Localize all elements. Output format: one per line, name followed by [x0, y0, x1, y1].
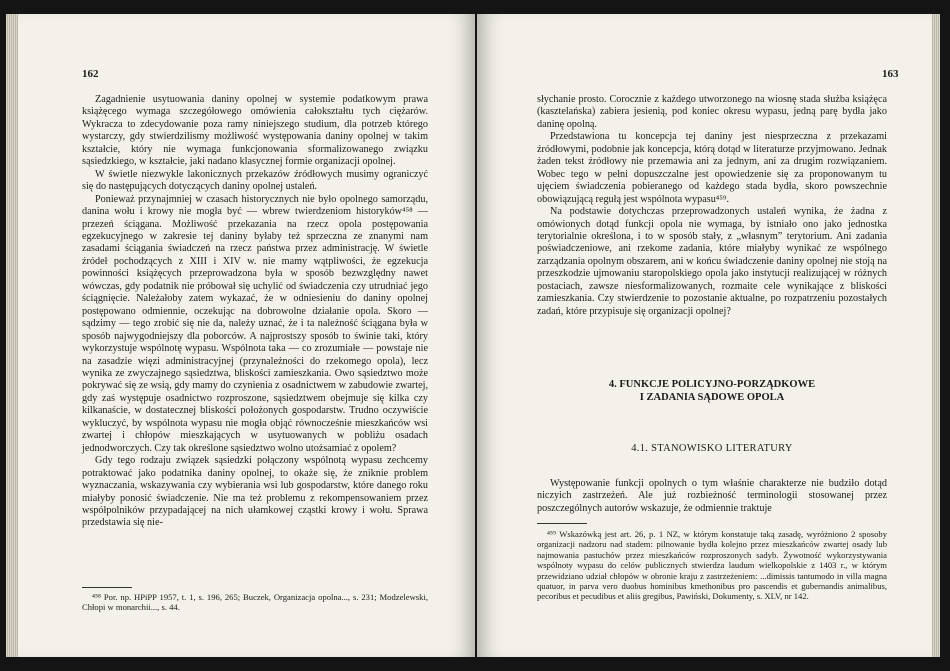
- page-number: 162: [82, 68, 99, 80]
- footnote-rule: [537, 523, 587, 524]
- footnote-text: ⁴⁵⁹ Wskazówką jest art. 26, p. 1 NZ, w którym konstatuje taką zasadę, wyróżniono 2 sposoby organizacji nadzoru nad stadem: pilnowanie bydła kolejno przez mieszkańców zwartej osady lub najmowania pastuchów przez mieszkańców rozproszonych sadyb. Żywotność wykorzystywania wspólnoty wypasu do celów publicznych stwierdza laudum wielkopolskie z 1403 r., w którym przewidziano udział chłopów w obronie kraju z zastrzeżeniem: ...dimissis tantumodo in villa magna quatuor, in parva vero duobus hominibus kmethonibus pro pascendis et gubernandis animalibus, pecoribus et pecudibus et aliis gregibus, Pawiński, Dokumenty, s. XLV, nr 142.: [537, 529, 887, 602]
- page-number: 163: [882, 68, 899, 80]
- chapter-heading-line: 4. FUNKCJE POLICYJNO-PORZĄDKOWE: [608, 379, 816, 390]
- chapter-heading: [537, 378, 887, 404]
- chapter-heading-line: I ZADANIA SĄDOWE OPOLA: [639, 392, 785, 403]
- paragraph: W świetle niezwykle lakonicznych przekazów źródłowych musimy ograniczyć się do następujących dotyczących daniny opolnej ustaleń.: [82, 168, 428, 193]
- paragraph: Przedstawiona tu koncepcja tej daniny jest niesprzeczna z przekazami źródłowymi, podobnie jak koncepcja, którą dotąd w literaturze przyjmowano. Jednak żaden tekst źródłowy nie przemawia ani za jednym, ani za drugim rozwiązaniem. Wobec tego w pełni dopuszczalne jest opowiedzenie się za proponowanym tu ujęciem świadczenia pobieranego od każdego stada bydła, skoro powszechnie obowiązującą regułą jest wspólnota wypasu⁴⁵⁹.: [537, 131, 887, 205]
- body-text: [537, 94, 887, 318]
- paragraph: Występowanie funkcji opolnych o tym właśnie charakterze nie budziło dotąd niczyich zastrzeżeń. Ale już rozbieżność terminologii stosowanej przez poszczególnych autorów wskazuje, że odmiennie traktuje: [537, 478, 887, 514]
- section-heading: 4.1. STANOWISKO LITERATURY: [631, 443, 793, 454]
- left-page: [18, 14, 475, 657]
- paragraph: Ponieważ przynajmniej w czasach historycznych nie było opolnego samorządu, danina wołu i krowy nie mogła być — wbrew twierdzeniom historyków⁴⁵⁸ — przezeń ściągana. Możliwość przekazania na rzecz opola postępowania egzekucyjnego w zakresie tej daniny byłaby też sprzeczna ze znanymi nam zasadami ściągania świadczeń na rzecz państwa przez administrację. W świetle źródeł pochodzących z XIII i XIV w. nie mamy wątpliwości, że egzekucja powinności książęcych przeprowadzona była w sposób bezwzględny nawet wówczas, gdy podatnik nie próbował się uchylić od świadczenia czy utrudniać jego ściągnięcie. Należałoby zatem wykazać, że w odniesieniu do daniny opolnej postępowano odmiennie, oczekując na dobrowolne działanie opola. Skoro — sądzimy — tego zrobić się nie da, należy uznać, że i ta należność ściągana była w sposób najwygodniejszy dla poborców. A najprostszy sposób to świnie taki, który wykorzystuje wspólnotę wypasu. Wspólnota taka — co zrozumiałe — powstaje nie na zasadzie więzi administracyjnej (przynależności do rzekomego opola), lecz wynika ze zwyczajnego sąsiedztwa, bliskości zamieszkania. Owo sąsiedztwo może pokrywać się ze wsią, gdy mamy do czynienia z osadnictwem w zabudowie zwartej, gdy zaś występuje osadnictwo rozproszone, sąsiedztwem obejmuje się kilka czy kilkanaście, w dostatecznej bliskości położonych gospodarstw. Trudno oczywiście wykluczyć, by wspólnota wypasu nie mogła objąć równocześnie mieszkańców wsi zwartej i chłopów mieszkających w usytuowanych w pobliżu osadach jednodworczych. Czy tak określone sąsiedztwo wolno utożsamiać z opolem?: [82, 193, 428, 454]
- right-page-edges: [932, 14, 940, 657]
- footnote: [82, 592, 428, 613]
- footnote-text: ⁴⁵⁸ Por. np. HPiPP 1957, t. 1, s. 196, 265; Buczek, Organizacja opolna..., s. 231; Modzelewski, Chłopi w monarchii..., s. 44.: [82, 592, 428, 613]
- footnote: [537, 529, 887, 602]
- right-page: [477, 14, 932, 657]
- body-text-continued: [537, 478, 887, 515]
- left-page-edges: [6, 14, 18, 657]
- paragraph: słychanie prosto. Corocznie z każdego utworzonego na wiosnę stada służba książęca (kasztelańska) zabiera jesienią, pod koniec okresu wypasu, jedną parę bydła jako daninę opolną.: [537, 94, 887, 130]
- paragraph: Zagadnienie usytuowania daniny opolnej w systemie podatkowym prawa książęcego wymaga szczegółowego omówienia całokształtu tych ciężarów. Wykracza to zdecydowanie poza ramy niniejszego studium, dla potrzeb którego wystarczy, gdy stwierdzilismy możliwość występowania daniny opolnej w takim kształcie, który nie wymaga funkcjonowania sformalizowanego związku sąsiedzkiego, w kształcie, jaki nadano klasycznej formie organizacji opolnej.: [82, 94, 428, 168]
- body-text: [82, 94, 428, 530]
- footnote-rule: [82, 587, 132, 588]
- paragraph: Na podstawie dotychczas przeprowadzonych ustaleń wynika, że żadna z omówionych dotąd funkcji opola nie wymaga, by istniało ono jako jednostka terytorialnie określona, i to w sposób stały, z „własnym” terytorium. Ani zadania poświadczeniowe, ani rzekome zadania, które miałyby wynikać ze wspólnego zarządzania opolnym obszarem, ani w końcu świadczenie daniny opolnej nie stoją na przeszkodzie ujmowaniu staropolskiego opola jako instytucji realizującej w różnych postaciach, zawsze niesformalizowanych, rozmaite cele wynikające z bliskości zamieszkania. Czy stwierdzenie to pozostanie aktualne, po rozpatrzeniu pozostałych zadań, które przypisuje się organizacji opolnej?: [537, 206, 887, 317]
- paragraph: Gdy tego rodzaju związek sąsiedzki połączony wspólnotą wypasu zechcemy potraktować jako podatnika daniny opolnej, to okaże się, że zniknie problem wyznaczania, wskazywania czy wybierania wsi lub gospodarstw, które danego roku miałyby ponosić świadczenie. Nie ma też problemu z rekompensowaniem przez współpolników przypadającej na nich ułamkowej cząstki krowy i wołu. Sprawa przedstawia się nie-: [82, 455, 428, 529]
